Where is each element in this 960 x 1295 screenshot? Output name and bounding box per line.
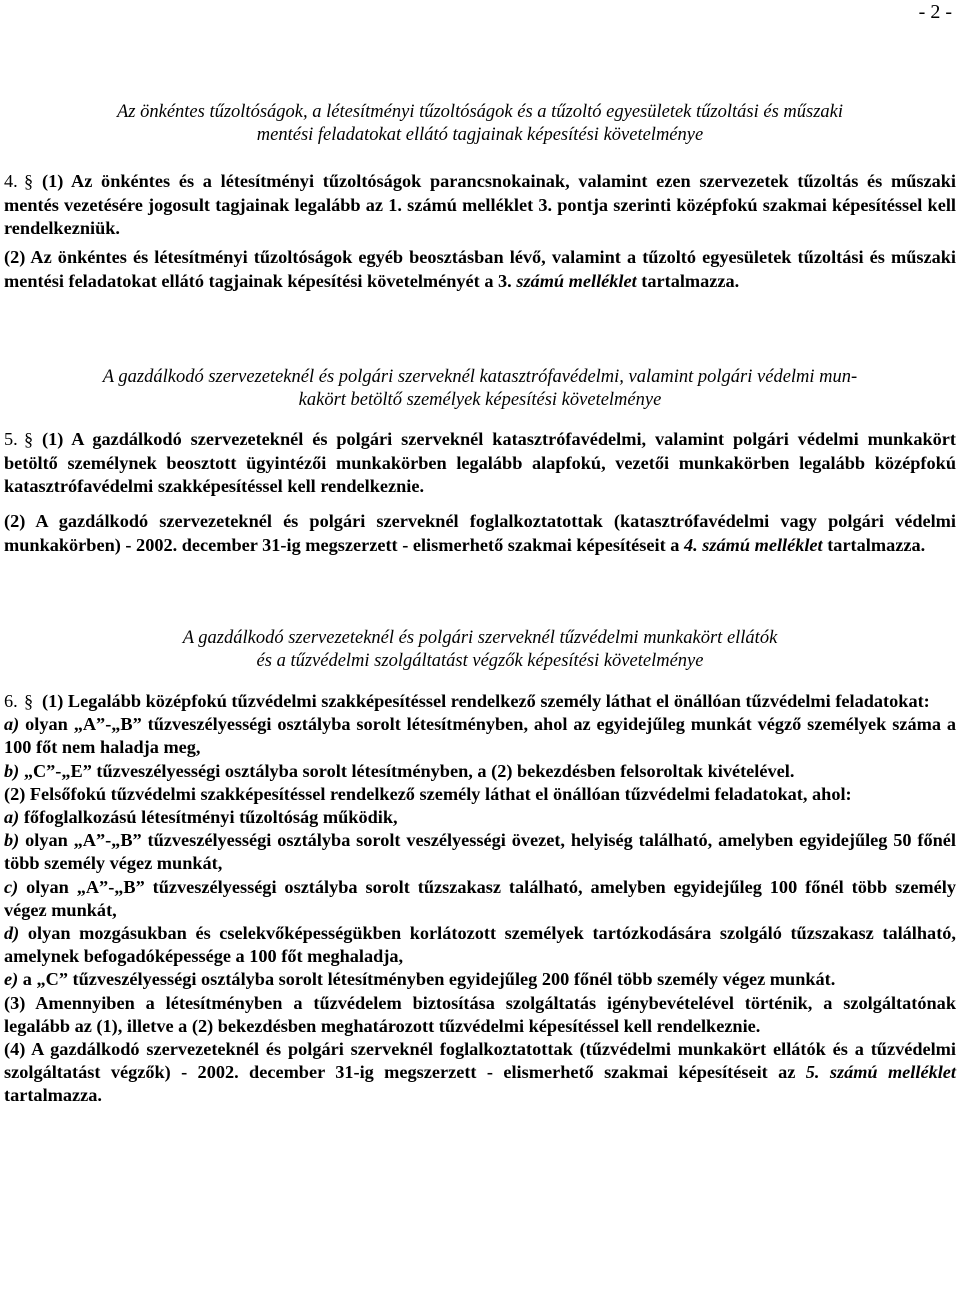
heading-line: A gazdálkodó szervezeteknél és polgári szerveknél tűzvédelmi munkakört ellátók (182, 628, 778, 648)
item-text: a „C” tűzveszélyességi osztályba sorolt létesítményben egyidejűleg 200 főnél több személy végez munkát. (22, 969, 836, 990)
list-item (4, 713, 956, 759)
section-number: 4. (4, 171, 18, 191)
paragraph-text: (1) Legalább középfokú tűzvédelmi szakképesítéssel rendelkező személy láthat el önállóan tűzvédelmi feladatokat: (42, 691, 930, 711)
section-6-heading (4, 627, 956, 673)
item-letter: c) (4, 876, 19, 897)
section-6-paragraph-3 (4, 992, 956, 1038)
paragraph-text: (2) A gazdálkodó szervezeteknél és polgári szerveknél foglalkoztatottak (katasztrófavédelmi vagy polgári védelmi munkakörben) - 2002. december 31-ig megszerzett - elismerhető szakmai képesítéseit a (4, 511, 956, 555)
annex-reference: 4. számú melléklet (684, 534, 823, 555)
paragraph-text: tartalmazza. (641, 270, 740, 291)
paragraph-text: tartalmazza. (4, 1085, 102, 1106)
heading-line: A gazdálkodó szervezeteknél és polgári szerveknél katasztrófavédelmi, valamint polgári védelmi mun- (102, 367, 858, 387)
section-6-body (4, 690, 956, 1108)
heading-line: Az önkéntes tűzoltóságok, a létesítményi tűzoltóságok és a tűzoltó egyesületek tűzoltási és műszaki (116, 102, 844, 122)
paragraph-text: (1) Az önkéntes és a létesítményi tűzoltóságok parancsnokainak, valamint ezen szervezetek tűzoltás és műszaki mentés vezetésére jogosult tagjainak legalább az 1. számú melléklet 3. pontja szerinti középfokú szakmai képesítéssel kell rendelkezniük. (4, 171, 956, 238)
paragraph-text: (2) Felsőfokú tűzvédelmi szakképesítéssel rendelkező személy láthat el önállóan tűzvédelmi feladatokat, ahol: (4, 783, 852, 804)
paragraph-text: (4) A gazdálkodó szervezeteknél és polgári szerveknél foglalkoztatottak (tűzvédelmi munkakört ellátók és a tűzvédelmi szolgáltatást végzők) - 2002. december 31-ig megszerzett - elismerhető szakmai képesítéseit az (4, 1039, 956, 1083)
section-sign: § (24, 429, 34, 449)
section-sign: § (24, 171, 34, 191)
paragraph-text: (2) Az önkéntes és létesítményi tűzoltóságok egyéb beosztásban lévő, valamint a tűzoltó egyesületek tűzoltási és műszaki mentési feladatokat ellátó tagjainak képesítési követelményét a 3. (4, 247, 956, 291)
paragraph-text: tartalmazza. (827, 534, 926, 555)
item-text: „C”-„E” tűzveszélyességi osztályba sorolt létesítményben, a (2) bekezdésben felsoroltak kivételével. (23, 760, 795, 781)
list-item (4, 876, 956, 922)
list-item (4, 922, 956, 968)
heading-line: és a tűzvédelmi szolgáltatást végzők képesítési követelménye (256, 651, 704, 671)
section-6-paragraph-1 (4, 690, 956, 713)
section-number: 5. (4, 429, 18, 449)
item-letter: a) (4, 714, 20, 735)
section-5-paragraph-1 (4, 428, 956, 499)
list-item (4, 829, 956, 875)
section-number: 6. (4, 691, 18, 711)
list-item (4, 968, 956, 991)
annex-reference: számú melléklet (516, 270, 637, 291)
heading-line: mentési feladatokat ellátó tagjainak képesítési követelménye (256, 125, 704, 145)
section-4-paragraph-2 (4, 246, 956, 293)
item-text: olyan „A”-„B” tűzveszélyességi osztályba sorolt létesítményben, ahol az egyidejűleg munkát végző személyek száma a 100 főt nem haladja meg, (4, 714, 956, 758)
section-4-paragraph-1 (4, 170, 956, 241)
item-letter: e) (4, 969, 19, 990)
list-item (4, 760, 956, 783)
section-6-paragraph-2 (4, 783, 956, 806)
item-letter: d) (4, 923, 20, 944)
item-letter: b) (4, 760, 20, 781)
item-letter: b) (4, 830, 20, 851)
item-text: olyan mozgásukban és cselekvőképességükben korlátozott személyek tartózkodására szolgáló tűzszakasz található, amelynek befogadóképessége a 100 főt meghaladja, (4, 923, 956, 967)
item-letter: a) (4, 807, 20, 828)
section-6-paragraph-4 (4, 1038, 956, 1108)
item-text: főfoglalkozású létesítményi tűzoltóság működik, (23, 807, 398, 828)
item-text: olyan „A”-„B” tűzveszélyességi osztályba sorolt veszélyességi övezet, helyiség található, amelyben egyidejűleg 50 főnél több személy végez munkát, (4, 830, 956, 874)
section-4-heading (4, 101, 956, 147)
list-item (4, 806, 956, 829)
paragraph-text: (3) Amennyiben a létesítményben a tűzvédelem biztosítása szolgáltatás igénybevételével történik, a szolgáltatónak legalább az (1), illetve a (2) bekezdésben meghatározott tűzvédelmi képesítéssel kell rendelkeznie. (4, 992, 956, 1036)
item-text: olyan „A”-„B” tűzveszélyességi osztályba sorolt tűzszakasz található, amelyben egyidejűleg 100 főnél több személy végez munkát, (4, 876, 956, 920)
annex-reference: 5. számú melléklet (805, 1062, 956, 1083)
section-sign: § (24, 691, 34, 711)
heading-line: kakört betöltő személyek képesítési követelménye (298, 390, 662, 410)
paragraph-text: (1) A gazdálkodó szervezeteknél és polgári szerveknél katasztrófavédelmi, valamint polgári védelmi munkakört betöltő személynek beosztott ügyintézői munkakörben legalább alapfokú, vezetői munkakörben legalább középfokú katasztrófavédelmi szakképesítéssel kell rendelkeznie. (4, 429, 956, 497)
page-number: - 2 - (918, 1, 952, 23)
section-5-heading (4, 366, 956, 412)
section-5-paragraph-2 (4, 510, 956, 557)
